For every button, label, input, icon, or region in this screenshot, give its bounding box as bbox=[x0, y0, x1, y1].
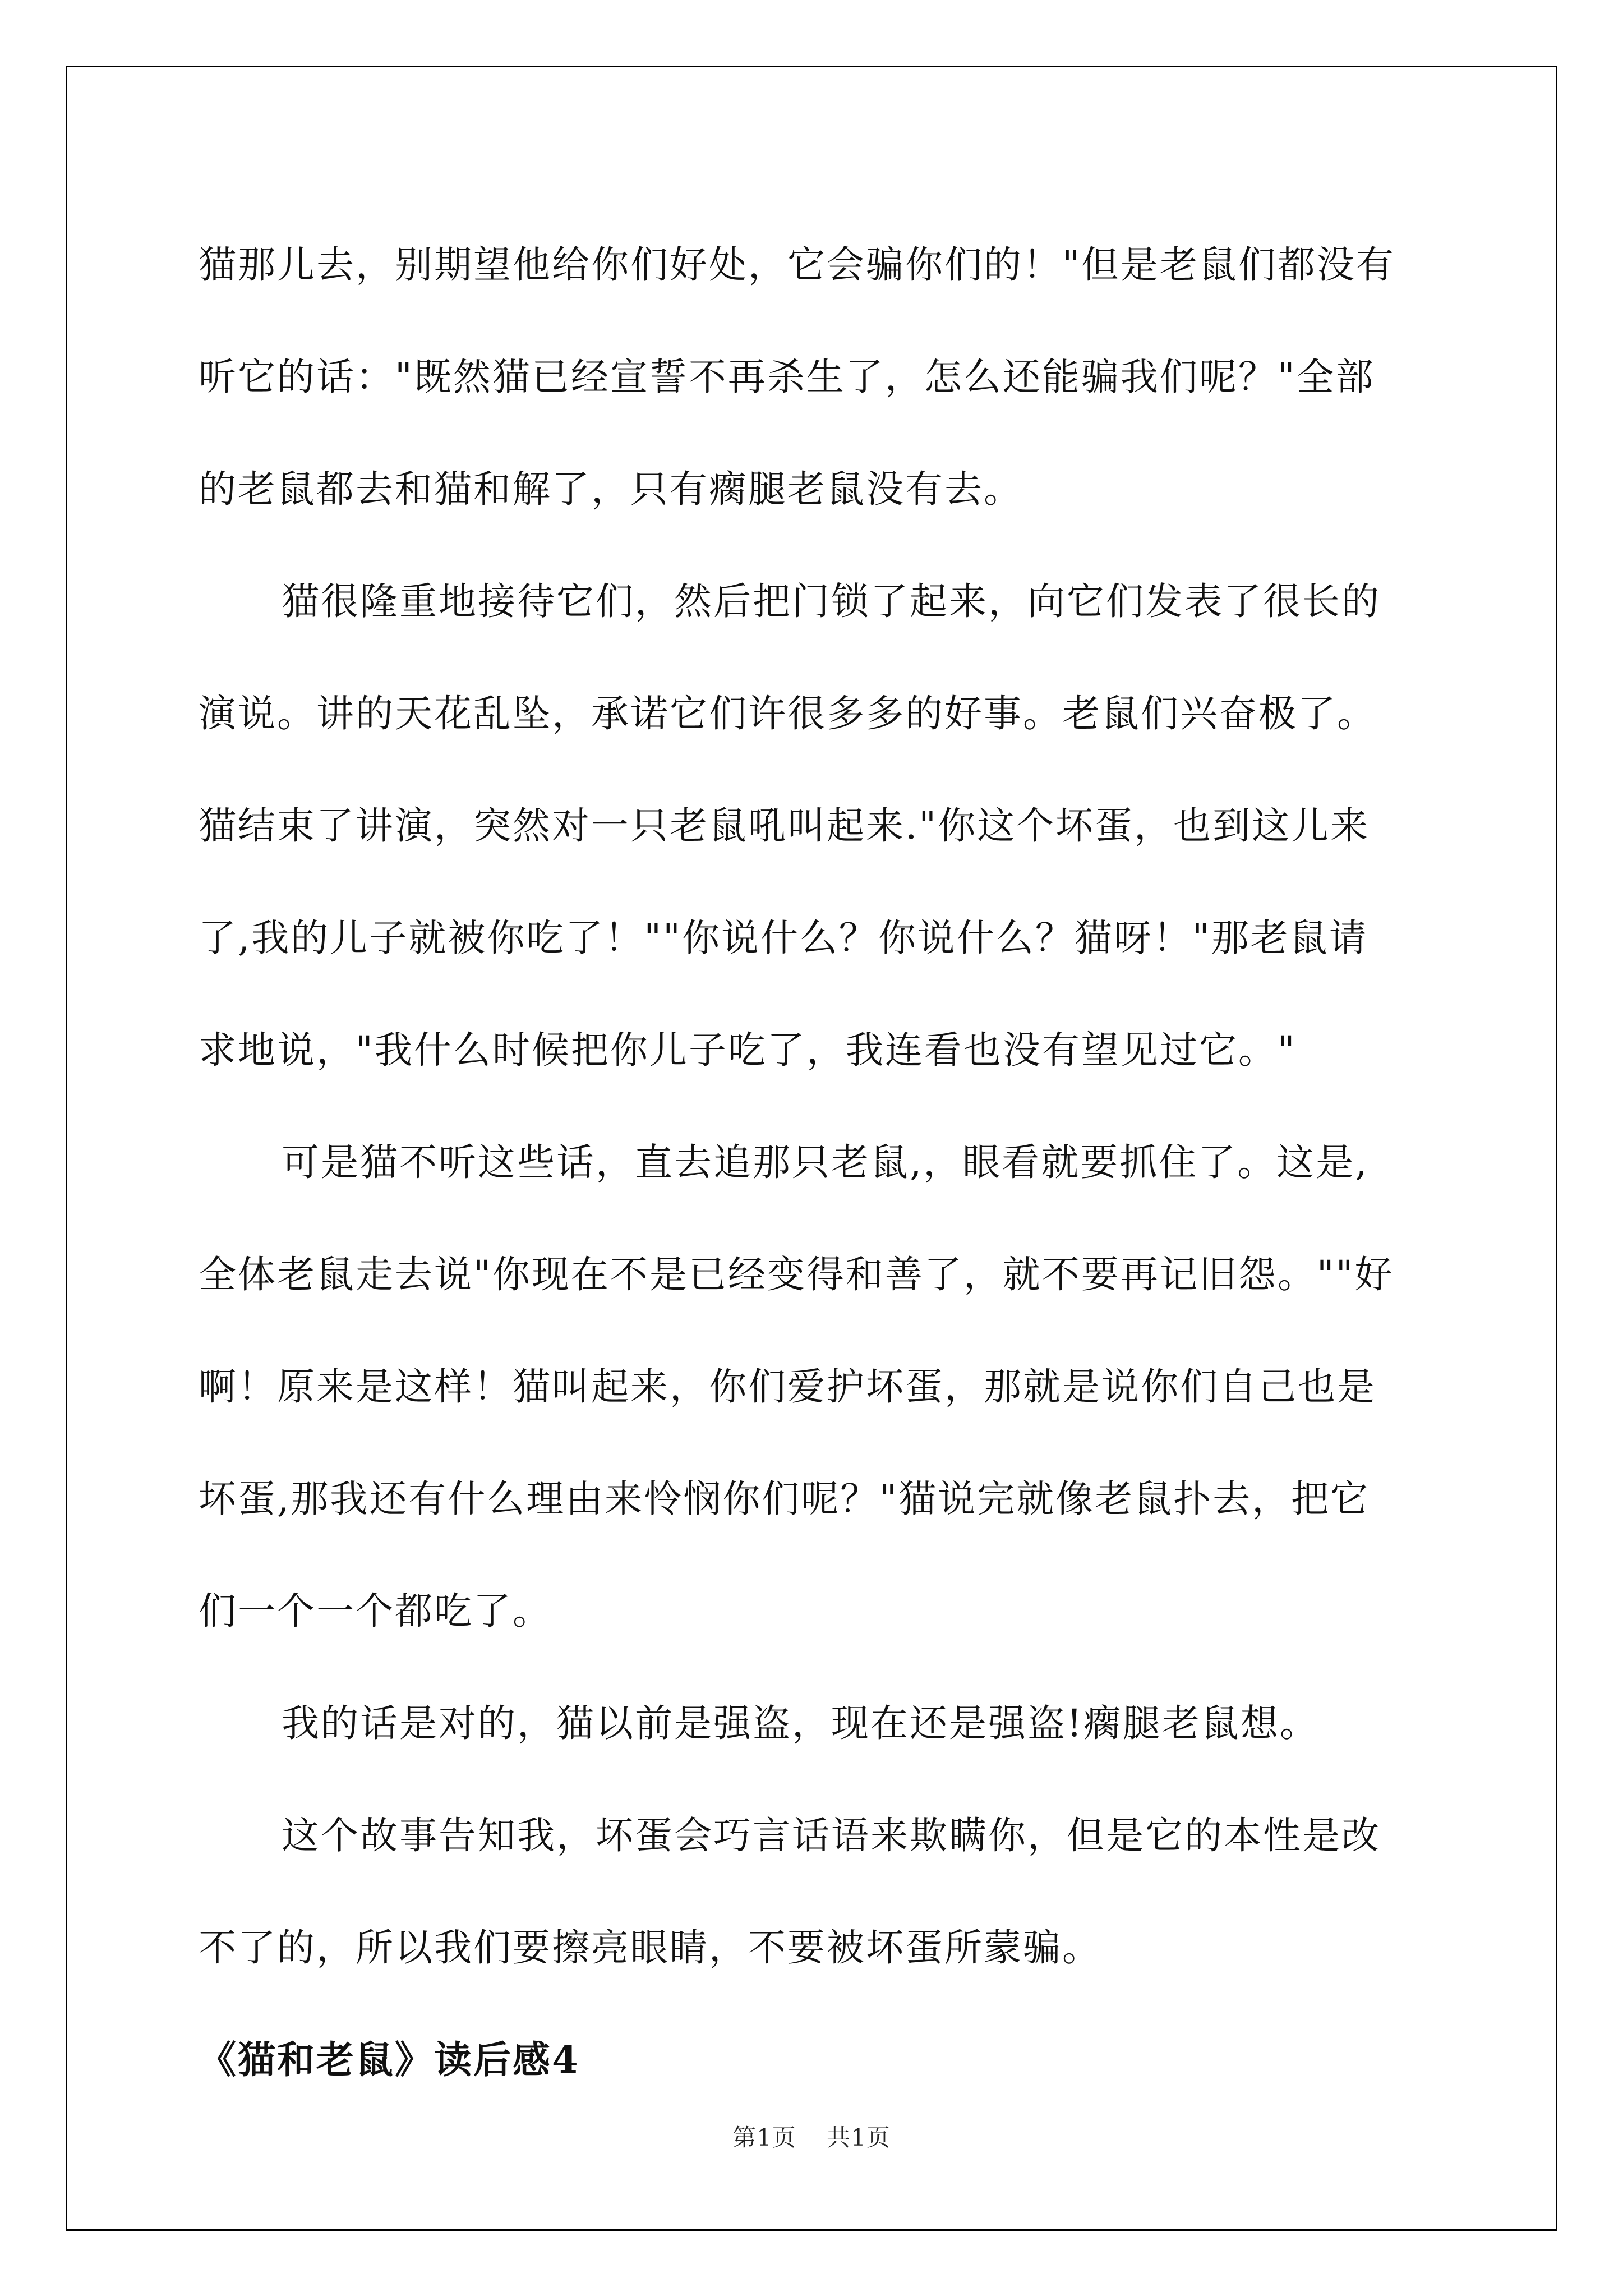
text-line: 全体老鼠走去说"你现在不是已经变得和善了，就不要再记旧怨。""好 bbox=[199, 1253, 1394, 1296]
text-line: 啊！原来是这样！猫叫起来，你们爱护坏蛋，那就是说你们自己也是 bbox=[199, 1365, 1376, 1409]
text-line: 猫结束了讲演，突然对一只老鼠吼叫起来."你这个坏蛋，也到这儿来 bbox=[199, 804, 1370, 848]
text-line: 们一个一个都吃了。 bbox=[199, 1589, 552, 1633]
paragraph bbox=[199, 209, 1432, 545]
text-line: 了,我的儿子就被你吃了！""你说什么？你说什么？猫呀！"那老鼠请 bbox=[199, 916, 1368, 960]
text-line: 演说。讲的天花乱坠，承诺它们许很多多的好事。老鼠们兴奋极了。 bbox=[199, 692, 1376, 735]
text-line: 可是猫不听这些话，直去追那只老鼠,，眼看就要抓住了。这是, bbox=[282, 1140, 1369, 1184]
paragraph bbox=[199, 1779, 1432, 2004]
paragraph bbox=[199, 545, 1432, 1106]
page-total: 共1页 bbox=[827, 2124, 891, 2151]
text-line: 猫很隆重地接待它们，然后把门锁了起来，向它们发表了很长的 bbox=[282, 579, 1381, 623]
paragraph bbox=[199, 1667, 1432, 1779]
text-line: 猫那儿去，别期望他给你们好处，它会骗你们的！"但是老鼠们都没有 bbox=[199, 243, 1395, 287]
paragraph bbox=[199, 1106, 1432, 1667]
text-line: 我的话是对的，猫以前是强盗，现在还是强盗!瘸腿老鼠想。 bbox=[282, 1701, 1319, 1745]
text-line: 求地说，"我什么时候把你儿子吃了，我连看也没有望见过它。" bbox=[199, 1028, 1297, 1072]
text-line: 听它的话："既然猫已经宣誓不再杀生了，怎么还能骗我们呢？"全部 bbox=[199, 355, 1375, 399]
page-number: 第1页 bbox=[732, 2124, 796, 2151]
page-footer bbox=[0, 2119, 1623, 2153]
section-heading: 《猫和老鼠》读后感4 bbox=[199, 2037, 580, 2082]
text-line: 这个故事告知我，坏蛋会巧言话语来欺瞒你，但是它的本性是改 bbox=[282, 1814, 1381, 1857]
document-body bbox=[199, 209, 1432, 2116]
text-line: 坏蛋,那我还有什么理由来怜悯你们呢？"猫说完就像老鼠扑去，把它 bbox=[199, 1477, 1370, 1521]
text-line: 不了的，所以我们要擦亮眼睛，不要被坏蛋所蒙骗。 bbox=[199, 1926, 1101, 1970]
text-line: 的老鼠都去和猫和解了，只有瘸腿老鼠没有去。 bbox=[199, 467, 1023, 511]
